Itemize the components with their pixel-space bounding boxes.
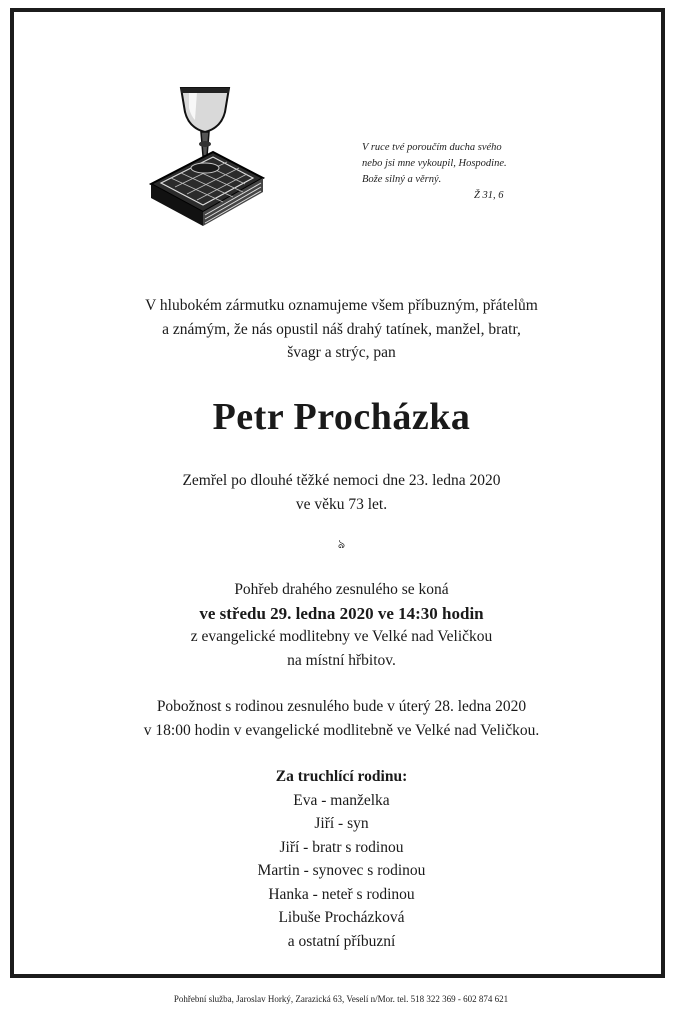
ornament-icon: ঌ bbox=[337, 537, 346, 551]
funeral-datetime: ve středu 29. ledna 2020 ve 14:30 hodin bbox=[199, 603, 484, 623]
family-member: Eva - manželka bbox=[293, 791, 390, 809]
funeral-service-footer: Pohřební služba, Jaroslav Horký, Zarazická 63, Veselí n/Mor. tel. 518 322 369 - 602 874 621 bbox=[173, 994, 509, 1004]
family-member: Jiří - bratr s rodinou bbox=[279, 838, 404, 856]
death-line: Zemřel po dlouhé těžké nemoci dne 23. ledna 2020 bbox=[182, 472, 501, 489]
family-member: a ostatní příbuzní bbox=[287, 932, 396, 950]
devotion-info bbox=[14, 695, 669, 742]
funeral-line: z evangelické modlitebny ve Velké nad Veličkou bbox=[190, 628, 493, 645]
family-list bbox=[14, 765, 669, 953]
death-info bbox=[14, 469, 669, 516]
funeral-line: Pohřeb drahého zesnulého se koná bbox=[234, 581, 449, 598]
chalice-on-bible-icon bbox=[145, 84, 265, 232]
family-heading: Za truchlící rodinu: bbox=[275, 768, 408, 785]
bible-verse bbox=[362, 140, 507, 204]
death-line: ve věku 73 let. bbox=[295, 495, 388, 513]
verse-reference: Ž 31, 6 bbox=[474, 190, 504, 201]
family-member: Jiří - syn bbox=[314, 815, 369, 832]
family-member: Martin - synovec s rodinou bbox=[257, 862, 426, 879]
announcement-intro bbox=[14, 294, 669, 365]
deceased-name: Petr Procházka bbox=[212, 396, 471, 438]
funeral-info bbox=[14, 578, 669, 672]
intro-line: švagr a strýc, pan bbox=[287, 344, 396, 361]
funeral-line: na místní hřbitov. bbox=[287, 651, 396, 669]
devotion-line: v 18:00 hodin v evangelické modlitebně ve Velké nad Veličkou. bbox=[143, 721, 540, 739]
family-member: Hanka - neteř s rodinou bbox=[268, 885, 415, 903]
devotion-line: Pobožnost s rodinou zesnulého bude v úterý 28. ledna 2020 bbox=[156, 698, 527, 715]
verse-line: nebo jsi mne vykoupil, Hospodine. bbox=[362, 158, 507, 169]
intro-line: V hlubokém zármutku oznamujeme všem příbuzným, přátelům bbox=[145, 297, 538, 314]
intro-line: a známým, že nás opustil náš drahý tatínek, manžel, bratr, bbox=[162, 320, 521, 338]
family-member: Libuše Procházková bbox=[278, 909, 405, 926]
verse-line: Bože silný a věrný. bbox=[362, 174, 442, 185]
verse-line: V ruce tvé poroučím ducha svého bbox=[362, 142, 502, 153]
